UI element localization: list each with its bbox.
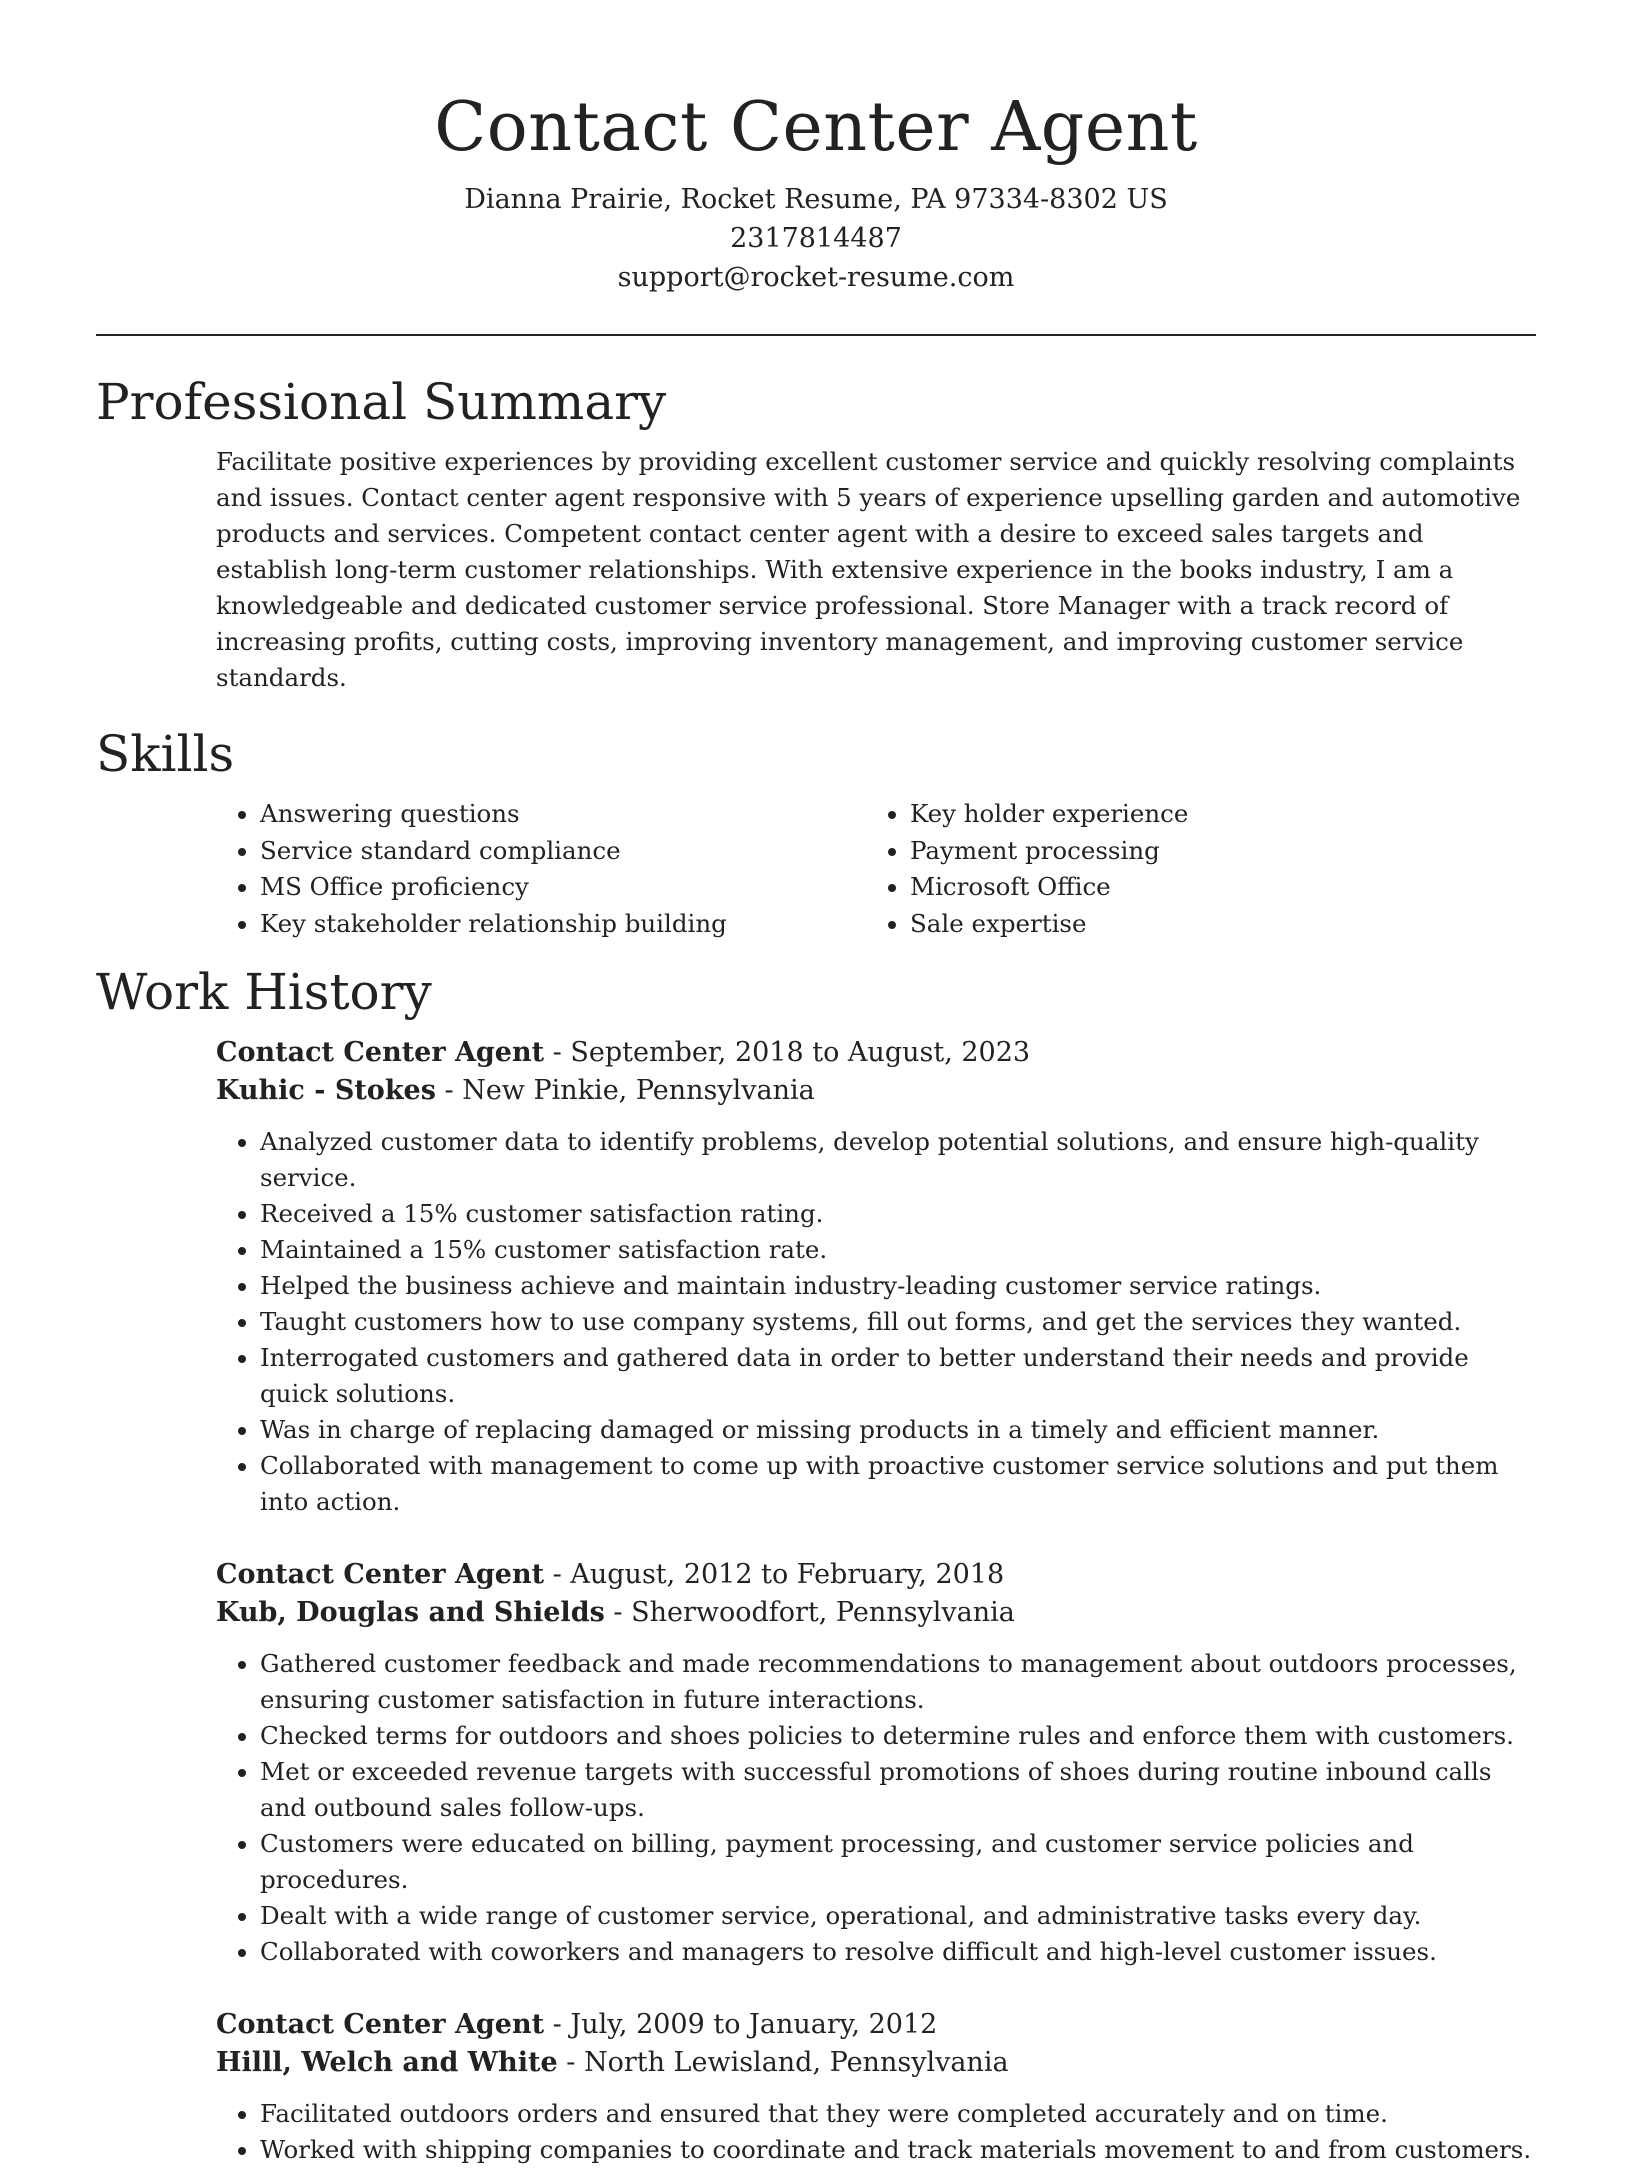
job-company: Hilll, Welch and White	[216, 2047, 558, 2078]
skill-item: • Service standard compliance	[260, 833, 866, 870]
resume-header	[96, 0, 1536, 297]
job-bullet: • Checked terms for outdoors and shoes policies to determine rules and enforce them with customers.	[260, 1718, 1536, 1754]
job-title-line: Contact Center Agent - September, 2018 to August, 2023	[216, 1037, 1031, 1068]
job-role: Contact Center Agent	[216, 1559, 545, 1590]
skill-item: • Sale expertise	[910, 906, 1516, 943]
job-bullet: • Collaborated with management to come up with proactive customer service solutions and put them into action.	[260, 1448, 1536, 1520]
contact-phone: 2317814487	[730, 223, 902, 254]
skill-item: • MS Office proficiency	[260, 869, 866, 906]
job-title-line: Contact Center Agent - August, 2012 to February, 2018	[216, 1559, 1005, 1590]
job-company-line: Kuhic - Stokes - New Pinkie, Pennsylvania	[216, 1075, 815, 1106]
work-history-section	[96, 962, 1536, 2168]
job-bullet: • Customers were educated on billing, payment processing, and customer service policies and procedures.	[260, 1826, 1536, 1898]
job-bullet: • Received a 15% customer satisfaction rating.	[260, 1196, 1536, 1232]
skills-section	[96, 724, 1536, 942]
job-bullet: • Was in charge of replacing damaged or missing products in a timely and efficient manner.	[260, 1412, 1536, 1448]
skill-item: • Payment processing	[910, 833, 1516, 870]
job-bullets	[216, 1124, 1536, 1520]
job-bullet: • Taught customers how to use company systems, fill out forms, and get the services they wanted.	[260, 1304, 1536, 1340]
skill-item: • Key stakeholder relationship building	[260, 906, 866, 943]
contact-email: support@rocket-resume.com	[617, 262, 1015, 293]
job-location: New Pinkie, Pennsylvania	[462, 1075, 815, 1106]
skill-item: • Microsoft Office	[910, 869, 1516, 906]
professional-summary-section	[96, 372, 1536, 696]
skills-column-left	[216, 796, 866, 942]
job-role: Contact Center Agent	[216, 1037, 545, 1068]
summary-text: Facilitate positive experiences by providing excellent customer service and quickly resolving complaints and issues. Contact center agent responsive with 5 years of experience upselling garden and automotive products and services. Competent contact center agent with a desire to exceed sales targets and establish long-term customer relationships. With extensive experience in the books industry, I am a knowledgeable and dedicated customer service professional. Store Manager with a track record of increasing profits, cutting costs, improving inventory management, and improving customer service standards.	[216, 447, 1521, 692]
job-title-line: Contact Center Agent - July, 2009 to January, 2012	[216, 2009, 938, 2040]
job-entry	[216, 1556, 1536, 1970]
job-bullet: • Interrogated customers and gathered data in order to better understand their needs and provide quick solutions.	[260, 1340, 1536, 1412]
resume-title: Contact Center Agent	[434, 88, 1198, 167]
job-company: Kub, Douglas and Shields	[216, 1597, 605, 1628]
job-bullet: • Facilitated outdoors orders and ensured that they were completed accurately and on time.	[260, 2096, 1536, 2132]
job-bullet: • Gathered customer feedback and made recommendations to management about outdoors processes, ensuring customer satisfaction in future interactions.	[260, 1646, 1536, 1718]
job-bullet: • Analyzed customer data to identify problems, develop potential solutions, and ensure high-quality service.	[260, 1124, 1536, 1196]
job-entry	[216, 1034, 1536, 1520]
skills-grid	[216, 796, 1536, 942]
section-title-summary: Professional Summary	[96, 373, 667, 431]
job-dates: September, 2018 to August, 2023	[570, 1037, 1031, 1068]
job-bullets	[216, 1646, 1536, 1970]
job-entry	[216, 2006, 1536, 2168]
job-company-line: Kub, Douglas and Shields - Sherwoodfort, Pennsylvania	[216, 1597, 1015, 1628]
job-bullets	[216, 2096, 1536, 2168]
job-bullet: • Maintained a 15% customer satisfaction rate.	[260, 1232, 1536, 1268]
skill-item: • Answering questions	[260, 796, 866, 833]
contact-info	[96, 180, 1536, 297]
job-role: Contact Center Agent	[216, 2009, 545, 2040]
job-dates: August, 2012 to February, 2018	[570, 1559, 1005, 1590]
job-location: Sherwoodfort, Pennsylvania	[631, 1597, 1015, 1628]
job-dates: July, 2009 to January, 2012	[570, 2009, 938, 2040]
job-location: North Lewisland, Pennsylvania	[583, 2047, 1009, 2078]
skill-item: • Key holder experience	[910, 796, 1516, 833]
job-bullet: • Met or exceeded revenue targets with successful promotions of shoes during routine inbound calls and outbound sales follow-ups.	[260, 1754, 1536, 1826]
job-bullet: • Worked with shipping companies to coordinate and track materials movement to and from customers.	[260, 2132, 1536, 2168]
job-company: Kuhic - Stokes	[216, 1075, 436, 1106]
job-bullet: • Dealt with a wide range of customer service, operational, and administrative tasks every day.	[260, 1898, 1536, 1934]
skills-column-right	[866, 796, 1516, 942]
contact-address: Dianna Prairie, Rocket Resume, PA 97334-8302 US	[464, 184, 1168, 215]
job-bullet: • Collaborated with coworkers and managers to resolve difficult and high-level customer issues.	[260, 1934, 1536, 1970]
section-title-work: Work History	[96, 963, 432, 1021]
section-title-skills: Skills	[96, 725, 235, 783]
header-divider	[96, 334, 1536, 336]
job-bullet: • Helped the business achieve and maintain industry-leading customer service ratings.	[260, 1268, 1536, 1304]
job-company-line: Hilll, Welch and White - North Lewisland, Pennsylvania	[216, 2047, 1009, 2078]
